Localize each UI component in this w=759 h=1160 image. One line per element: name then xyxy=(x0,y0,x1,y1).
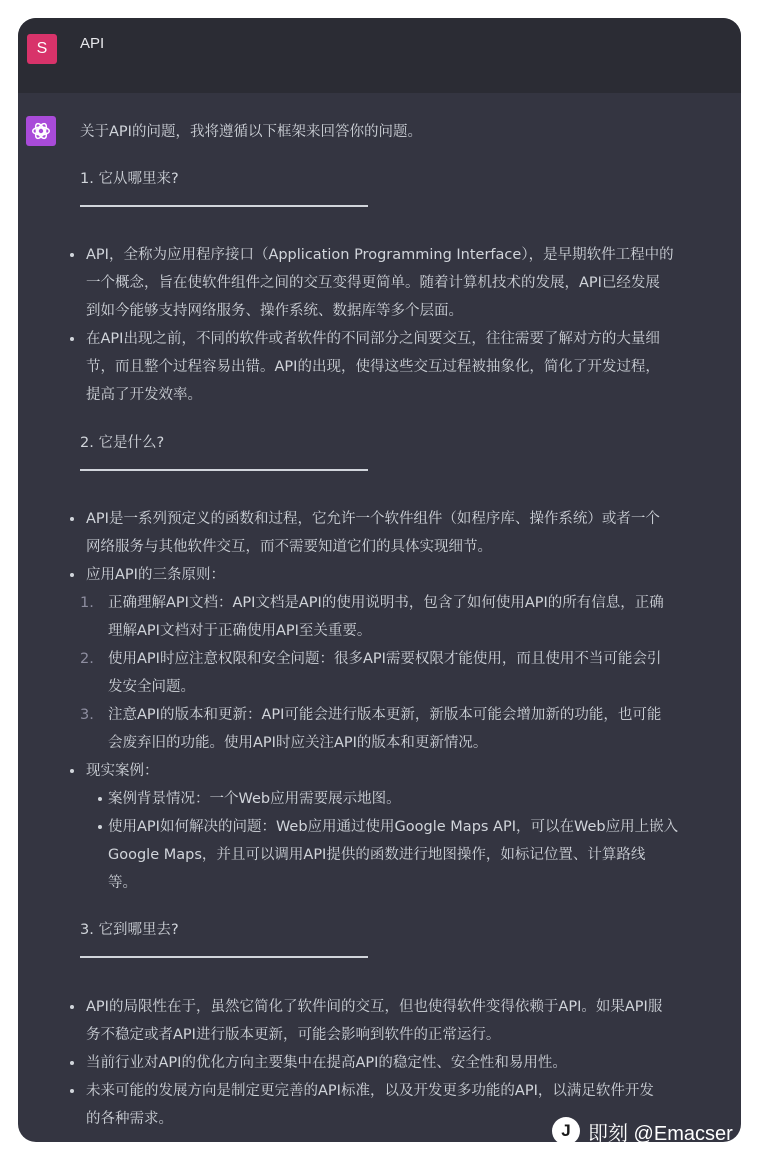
list-item xyxy=(70,561,738,589)
text-line: 到如今能够支持网络服务、操作系统、数据库等多个层面。 xyxy=(86,303,463,319)
text-line: 应用API的三条原则： xyxy=(86,567,225,583)
text-line: Google Maps，并且可以调用API提供的函数进行地图操作，如标记位置、计算路线 xyxy=(108,847,646,863)
text-line: 会废弃旧的功能。使用API时应关注API的版本和更新情况。 xyxy=(108,735,488,751)
numbered-item xyxy=(80,701,734,757)
text-line: 务不稳定或者API进行版本更新，可能会影响到软件的正常运行。 xyxy=(86,1027,501,1043)
list-item xyxy=(70,757,738,785)
bullet-dot xyxy=(70,337,74,341)
nested-list-item xyxy=(98,785,738,813)
bullet-dot xyxy=(70,573,74,577)
text-line: 案例背景情况：一个Web应用需要展示地图。 xyxy=(108,791,401,807)
section-2-heading: 2. 它是什么? xyxy=(80,435,165,451)
item-number: 1. xyxy=(80,595,94,611)
text-line: 使用API时应注意权限和安全问题：很多API需要权限才能使用，而且使用不当可能会引 xyxy=(108,651,662,667)
bullet-dot xyxy=(70,1005,74,1009)
nested-list-item xyxy=(98,813,738,897)
list-item xyxy=(70,993,738,1049)
numbered-item xyxy=(80,589,734,645)
watermark xyxy=(552,1116,733,1146)
list-item xyxy=(70,325,738,409)
text-line: 未来可能的发展方向是制定更完善的API标准，以及开发更多功能的API，以满足软件开发 xyxy=(86,1083,654,1099)
section-1-divider xyxy=(80,205,368,207)
text-line: API的局限性在于，虽然它简化了软件间的交互，但也使得软件变得依赖于API。如果API服 xyxy=(86,999,663,1015)
text-line: 的各种需求。 xyxy=(86,1111,173,1127)
text-line: 等。 xyxy=(108,875,137,891)
text-line: 理解API文档对于正确使用API至关重要。 xyxy=(108,623,372,639)
bullet-dot xyxy=(70,769,74,773)
text-line: API，全称为应用程序接口（Application Programming Interface），是早期软件工程中的 xyxy=(86,247,674,263)
bullet-dot xyxy=(70,517,74,521)
chat-window xyxy=(18,18,741,1142)
list-item xyxy=(70,505,738,561)
item-number: 2. xyxy=(80,651,94,667)
openai-logo-icon xyxy=(26,116,56,146)
text-line: 在API出现之前，不同的软件或者软件的不同部分之间要交互，往往需要了解对方的大量细 xyxy=(86,331,660,347)
text-line: 提高了开发效率。 xyxy=(86,387,202,403)
user-avatar: S xyxy=(27,34,57,64)
text-line: API是一系列预定义的函数和过程，它允许一个软件组件（如程序库、操作系统）或者一个 xyxy=(86,511,660,527)
bullet-dot xyxy=(70,1061,74,1065)
text-line: 节，而且整个过程容易出错。API的出现，使得这些交互过程被抽象化，简化了开发过程， xyxy=(86,359,660,375)
text-line: 现实案例： xyxy=(86,763,159,779)
jike-logo-icon: J xyxy=(552,1117,580,1145)
text-line: 网络服务与其他软件交互，而不需要知道它们的具体实现细节。 xyxy=(86,539,492,555)
user-message-row xyxy=(18,18,741,93)
user-message-text: API xyxy=(80,35,105,52)
item-number: 3. xyxy=(80,707,94,723)
section-3-divider xyxy=(80,956,368,958)
bullet-dot xyxy=(70,253,74,257)
list-item xyxy=(70,241,738,325)
section-3-heading: 3. 它到哪里去? xyxy=(80,922,179,938)
list-item xyxy=(70,1049,738,1077)
text-line: 正确理解API文档：API文档是API的使用说明书，包含了如何使用API的所有信息，正确 xyxy=(108,595,664,611)
text-line: 使用API如何解决的问题：Web应用通过使用Google Maps API，可以在Web应用上嵌入 xyxy=(108,819,679,835)
text-line: 注意API的版本和更新：API可能会进行版本更新，新版本可能会增加新的功能，也可能 xyxy=(108,707,662,723)
section-2-divider xyxy=(80,469,368,471)
bullet-dot xyxy=(98,825,102,829)
text-line: 当前行业对API的优化方向主要集中在提高API的稳定性、安全性和易用性。 xyxy=(86,1055,567,1071)
bullet-dot xyxy=(70,1089,74,1093)
assistant-intro: 关于API的问题，我将遵循以下框架来回答你的问题。 xyxy=(80,124,422,140)
numbered-item xyxy=(80,645,734,701)
watermark-text: 即刻 @Emacser xyxy=(588,1122,733,1145)
section-1-heading: 1. 它从哪里来? xyxy=(80,171,179,187)
text-line: 发安全问题。 xyxy=(108,679,195,695)
text-line: 一个概念，旨在使软件组件之间的交互变得更简单。随着计算机技术的发展，API已经发展 xyxy=(86,275,660,291)
bullet-dot xyxy=(98,797,102,801)
